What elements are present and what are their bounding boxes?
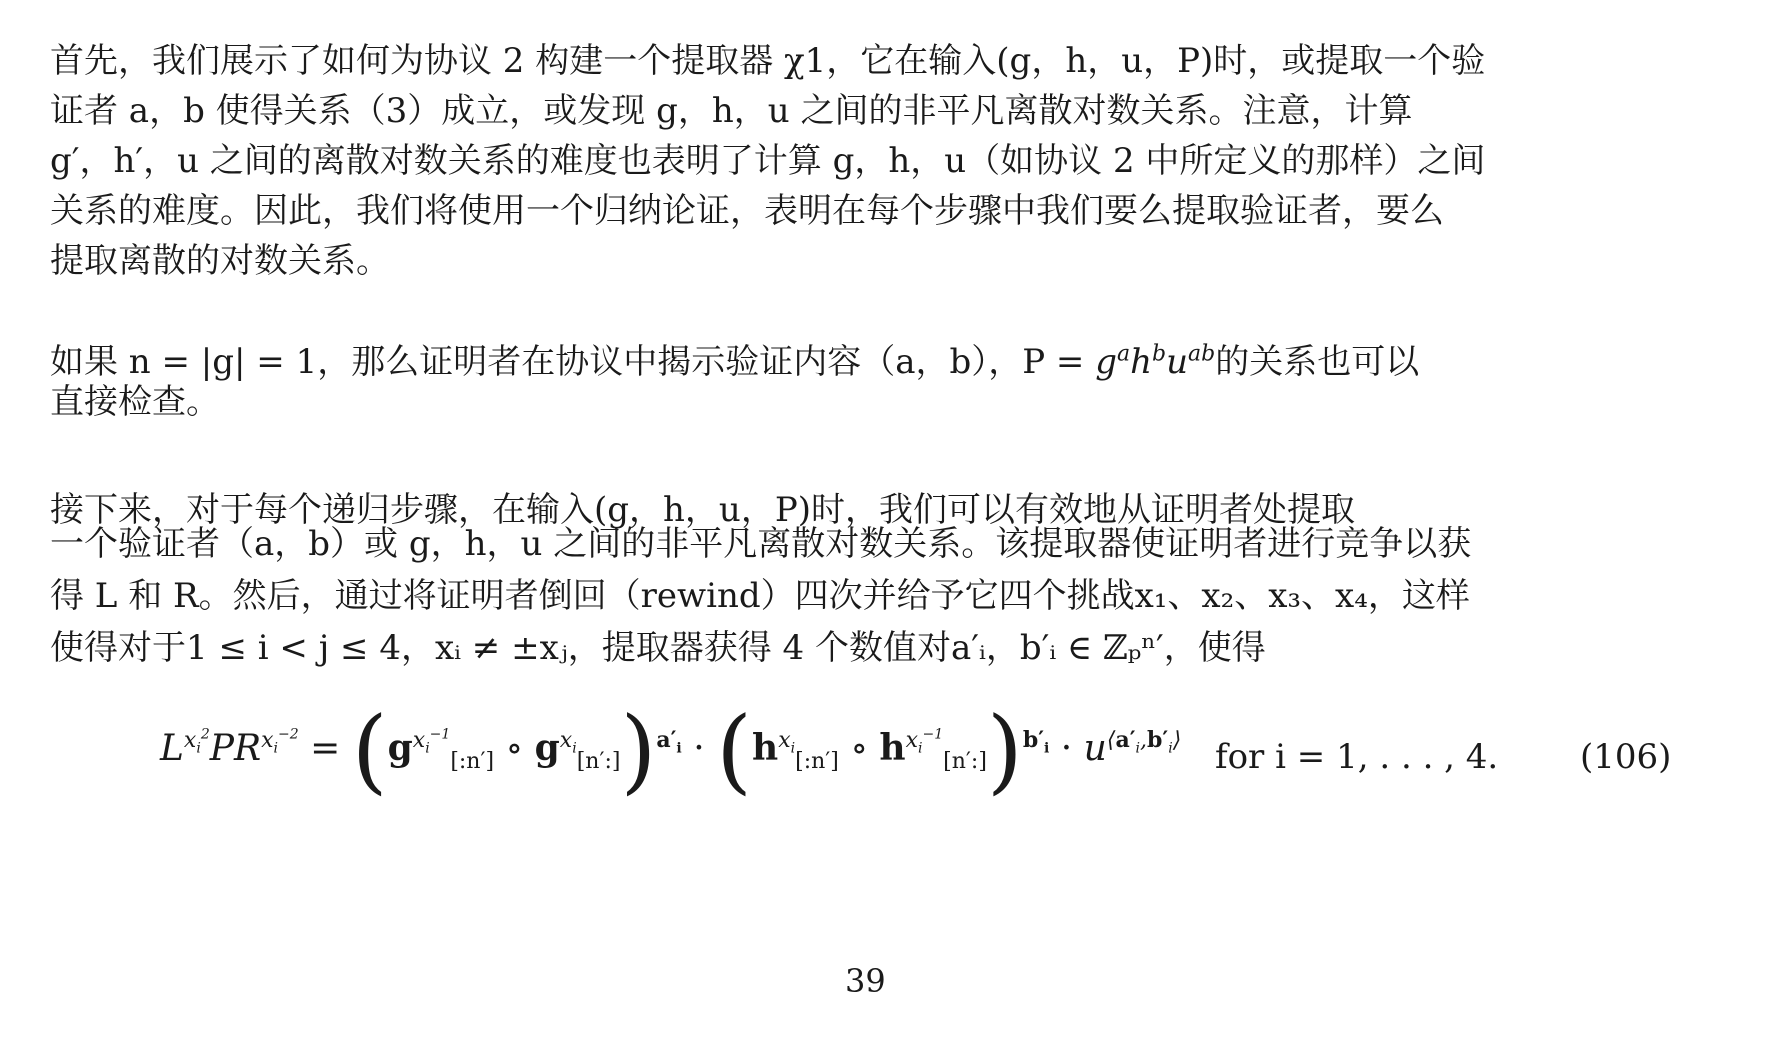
exp-b: b <box>1152 341 1167 367</box>
text-line: 首先，我们展示了如何为协议 2 构建一个提取器 χ1，它在输入(g，h，u，P)时，或提取一个验 <box>50 41 1486 81</box>
paragraph-recursive-step <box>50 484 1690 674</box>
base-case-suffix: 的关系也可以 <box>1215 342 1420 382</box>
text-line: 证者 a，b 使得关系（3）成立，或发现 g，h，u 之间的非平凡离散对数关系。注意，计算 <box>50 91 1413 131</box>
exp-a: a <box>1117 341 1131 367</box>
text-line: 关系的难度。因此，我们将使用一个归纳论证，表明在每个步骤中我们要么提取验证者，要么 <box>50 191 1444 231</box>
text-line: 提取离散的对数关系。 <box>50 241 390 281</box>
equation-condition: for i = 1, . . . , 4. <box>1215 737 1499 777</box>
text-line: 一个验证者（a，b）或 g，h，u 之间的非平凡离散对数关系。该提取器使证明者进行竞争以获 <box>50 524 1472 564</box>
text-line: g′，h′，u 之间的离散对数关系的难度也表明了计算 g，h，u（如协议 2 中所定义的那样）之间 <box>50 141 1486 181</box>
text-line: 得 L 和 R。然后，通过将证明者倒回（rewind）四次并给予它四个挑战x₁、x₂、x₃、x₄，这样 <box>50 576 1470 616</box>
exp-ab: ab <box>1188 341 1216 367</box>
page-number: 39 <box>845 962 886 1000</box>
text-line: 接下来，对于每个递归步骤，在输入(g，h，u，P)时，我们可以有效地从证明者处提取 <box>50 490 1355 530</box>
text-line <box>50 342 1690 382</box>
formula-g: $g^ah^bu^{ab}$ <box>1095 341 1216 382</box>
text-line: 直接检查。 <box>50 382 220 422</box>
text-line: 使得对于1 ≤ i < j ≤ 4，xᵢ ≠ ±xⱼ，提取器获得 4 个数值对a′ᵢ，b′ᵢ ∈ ℤₚⁿ′，使得 <box>50 628 1266 668</box>
base-case-text: 如果 n = |g| = 1，那么证明者在协议中揭示验证内容（a，b），P = <box>50 342 1096 382</box>
equation-106 <box>160 697 1672 825</box>
equation-number: (106) <box>1580 737 1672 777</box>
equation-formula: $L^{x_i^2}PR^{x_i^{-2}} = (g^{x_i^{-1}}_{[:n']}$ ∘ $g^{x_i}_{[n':]})^{a'_i} \cdot (h^{x_i}_{[:n']}$ ∘ $h^{x_i^{-1}}_{[n':]})^{b'_i} \cdot u^{⟨a'_i,b'_i⟩}$ <box>160 697 1182 804</box>
paragraph-extractor-intro <box>50 36 1690 286</box>
paragraph-base-case <box>50 342 1690 422</box>
